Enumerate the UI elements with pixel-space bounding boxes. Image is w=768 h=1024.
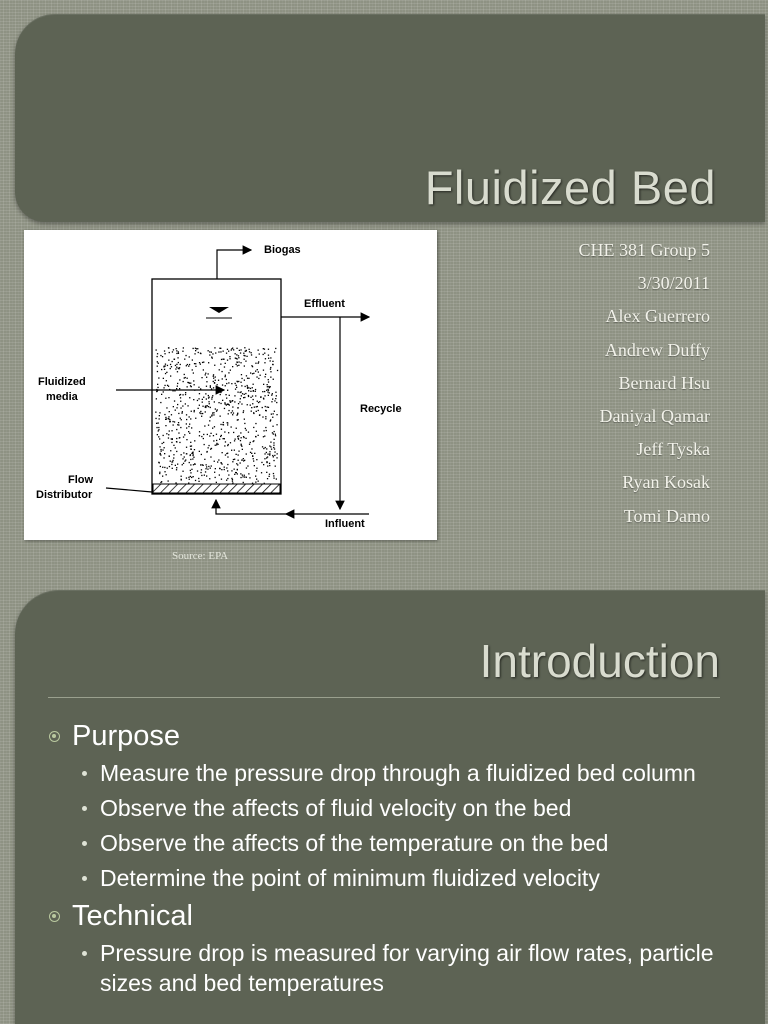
biogas-label: Biogas [264,244,301,256]
author-name: Tomi Damo [623,505,710,526]
dot-bullet-icon [82,841,87,846]
media-label-2: media [46,391,78,403]
recycle-label: Recycle [360,403,402,415]
author-name: Alex Guerrero [605,306,710,327]
flow-distributor [153,484,280,493]
bullet-heading: Purpose [48,718,728,754]
author-name: Ryan Kosak [622,472,710,493]
source-caption: Source: EPA [172,550,229,562]
title-divider [48,697,720,698]
dot-bullet-icon [82,951,87,956]
influent-label: Influent [325,518,365,530]
bullet-list [48,718,728,1003]
author-name: Daniyal Qamar [599,406,710,427]
bullet-heading: Technical [48,898,728,934]
circle-bullet-icon [49,731,60,742]
dot-bullet-icon [82,806,87,811]
bullet-item: Observe the affects of fluid velocity on the bed [48,793,728,823]
author-list [579,234,711,533]
bullet-item: Determine the point of minimum fluidized velocity [48,863,728,893]
media-label-1: Fluidized [38,376,86,388]
author-name: Andrew Duffy [604,339,710,360]
bullet-item: Measure the pressure drop through a fluidized bed column [48,758,728,788]
circle-bullet-icon [49,911,60,922]
author-name: Jeff Tyska [636,439,710,460]
slide-title-text: Fluidized Bed [424,161,716,214]
bullet-item: Pressure drop is measured for varying air flow rates, particle sizes and bed temperatures [48,938,728,998]
author-name: Bernard Hsu [618,372,710,393]
slide-title-text: Introduction [479,635,720,687]
group-name: CHE 381 Group 5 [578,240,710,260]
distributor-label-2: Distributor [36,489,93,501]
fluidized-bed-diagram [24,230,437,540]
slide-introduction [0,590,768,1024]
dot-bullet-icon [82,771,87,776]
bullet-item: Observe the affects of the temperature on the bed [48,828,728,858]
effluent-label: Effluent [304,298,345,310]
dot-bullet-icon [82,876,87,881]
date: 3/30/2011 [637,273,710,294]
distributor-label-1: Flow [68,474,94,486]
biogas-arrow [217,250,251,279]
distributor-pointer [106,488,152,492]
